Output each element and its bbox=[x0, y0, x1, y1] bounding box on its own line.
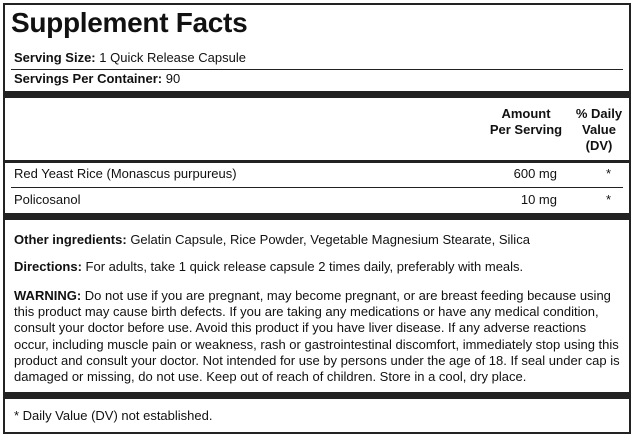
directions-text: For adults, take 1 quick release capsule 2 times daily, preferably with meals. bbox=[85, 259, 524, 274]
amount-header bbox=[479, 106, 573, 138]
thick-divider bbox=[5, 392, 629, 399]
thick-divider bbox=[5, 213, 629, 220]
servings-per-container bbox=[14, 71, 180, 87]
nutrient-dv: * bbox=[605, 192, 611, 207]
serving-size-label: Serving Size: bbox=[14, 50, 96, 65]
dv-header bbox=[565, 106, 633, 154]
table-row bbox=[5, 166, 629, 182]
other-ingredients-text: Gelatin Capsule, Rice Powder, Vegetable Magnesium Stearate, Silica bbox=[130, 232, 530, 247]
nutrient-name: Policosanol bbox=[14, 192, 81, 207]
warning-text: Do not use if you are pregnant, may become pregnant, or are breast feeding because using this product may cause birth defects. If you are taking any medications or have any medical condition, consult your doctor before use. Avoid this product if you have liver disease. If any adverse reactions occur, including muscle pain or weakness, rash or gastrointestinal discomfort, immediately stop using this product and consult your doctor. Not intended for use by persons under the age of 18. If seal under cap is damaged or missing, do not use. Keep out of reach of children. Store in a cool, dry place. bbox=[14, 288, 620, 385]
nutrient-amount: 600 mg bbox=[513, 166, 557, 181]
amount-header-line1: Amount bbox=[501, 106, 551, 121]
panel-title: Supplement Facts bbox=[11, 7, 248, 38]
footnote: * Daily Value (DV) not established. bbox=[14, 408, 213, 423]
header-divider bbox=[5, 160, 629, 163]
amount-header-line2: Per Serving bbox=[489, 122, 563, 137]
supplement-facts-panel bbox=[3, 3, 631, 434]
divider bbox=[11, 69, 623, 70]
servings-per-container-label: Servings Per Container: bbox=[14, 71, 163, 86]
directions bbox=[14, 259, 620, 275]
other-ingredients bbox=[14, 232, 620, 248]
thick-divider bbox=[5, 91, 629, 98]
dv-header-line2: Value bbox=[582, 122, 616, 137]
dv-header-line3: (DV) bbox=[585, 138, 613, 153]
other-ingredients-label: Other ingredients: bbox=[14, 232, 127, 247]
table-row bbox=[5, 192, 629, 208]
warning bbox=[14, 288, 620, 385]
divider bbox=[11, 187, 623, 188]
servings-per-container-value: 90 bbox=[165, 71, 181, 86]
nutrient-name: Red Yeast Rice (Monascus purpureus) bbox=[14, 166, 237, 181]
warning-label: WARNING: bbox=[14, 288, 82, 303]
dv-header-line1: % Daily bbox=[575, 106, 623, 121]
nutrient-dv: * bbox=[605, 166, 611, 181]
directions-label: Directions: bbox=[14, 259, 82, 274]
serving-size-value: 1 Quick Release Capsule bbox=[99, 50, 246, 65]
nutrient-amount: 10 mg bbox=[520, 192, 557, 207]
serving-size bbox=[14, 50, 246, 66]
